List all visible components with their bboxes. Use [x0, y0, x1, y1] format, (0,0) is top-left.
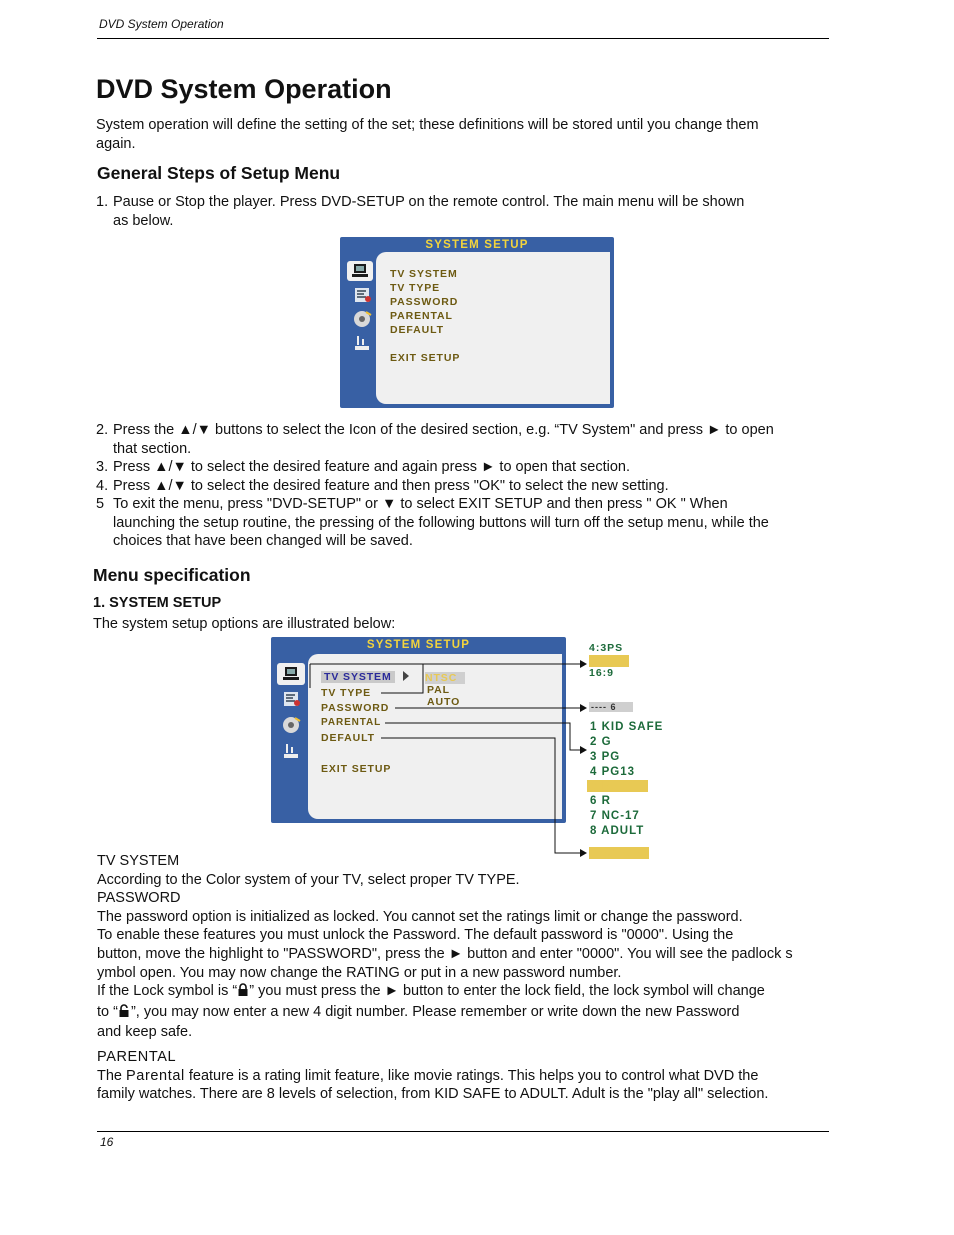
running-header: DVD System Operation [99, 17, 224, 31]
password-line: The password option is initialized as locked. You cannot set the ratings limit or change the password. [97, 908, 743, 925]
tv-system-label: TV SYSTEM [97, 853, 180, 869]
parental-line: family watches. There are 8 levels of selection, from KID SAFE to ADULT. Adult is the "play all" selection. [97, 1086, 769, 1103]
password-line: ymbol open. You may now change the RATING or put in a new password number. [97, 964, 622, 981]
step-number: 2. [96, 422, 109, 438]
password-field[interactable]: ---- 6 [589, 702, 633, 712]
lock-line [97, 1003, 793, 1024]
password-label: PASSWORD [97, 890, 181, 907]
step-number: 5 [96, 496, 105, 512]
menu-item-tv-type[interactable]: TV TYPE [390, 282, 441, 294]
option-ntsc[interactable]: NTSC [425, 672, 465, 684]
page-title: DVD System Operation [96, 74, 392, 104]
parental-level-5-selected[interactable]: 5 PG-R [587, 780, 648, 792]
parental-level-1[interactable]: 1 KID SAFE [590, 721, 664, 733]
option-pal[interactable]: PAL [427, 684, 450, 696]
tv-system-desc: According to the Color system of your TV, select proper TV TYPE. [97, 871, 520, 888]
step-line: launching the setup routine, the pressing of the following buttons will turn off the setup menu, while the [113, 514, 769, 531]
parental-text: feature is a rating limit feature, like movie ratings. This helps you to control what DVD the [184, 1067, 759, 1084]
menu-title: SYSTEM SETUP [366, 639, 471, 651]
padlock-closed-icon [237, 983, 249, 1003]
padlock-open-icon [118, 1004, 131, 1024]
lock-text: ” you must press the ► button to enter the lock field, the lock symbol will change [249, 983, 765, 1000]
menu-item-default[interactable]: DEFAULT [390, 324, 444, 336]
menu-item-exit-setup[interactable]: EXIT SETUP [390, 352, 461, 364]
lock-text: ”, you may now enter a new 4 digit number. Please remember or write down the new Password [130, 1003, 740, 1020]
system-setup-subheading: 1. SYSTEM SETUP [93, 595, 222, 611]
menu-title: SYSTEM SETUP [425, 239, 529, 251]
parental-level-4[interactable]: 4 PG13 [590, 766, 635, 778]
parental-word: Parental [126, 1067, 185, 1084]
menu-item-tv-type[interactable]: TV TYPE [321, 687, 372, 699]
parental-line [97, 1067, 793, 1086]
menu-item-default[interactable]: DEFAULT [321, 732, 375, 744]
option-16-9[interactable]: 16:9 [589, 667, 615, 679]
menu-item-tv-system-selected[interactable]: TV SYSTEM [321, 671, 395, 683]
menu-item-exit-setup[interactable]: EXIT SETUP [321, 763, 392, 775]
option-4-3lb[interactable]: 4:3LB [589, 655, 629, 667]
menu-item-password[interactable]: PASSWORD [390, 296, 459, 308]
step-number: 4. [96, 478, 109, 494]
step-line: Press ▲/▼ to select the desired feature and again press ► to open that section. [113, 459, 631, 475]
step-line: Pause or Stop the player. Press DVD-SETUP on the remote control. The main menu will be shown [113, 194, 745, 210]
step-number: 3. [96, 459, 109, 475]
lock-line [97, 982, 793, 1003]
step-line: choices that have been changed will be saved. [113, 533, 413, 550]
intro-line: System operation will define the setting of the set; these definitions will be stored until you change them [96, 117, 759, 133]
parental-text: The [97, 1067, 127, 1084]
intro-line: again. [96, 135, 136, 152]
step-line: To exit the menu, press "DVD-SETUP" or ▼ to select EXIT SETUP and then press " OK " When [113, 496, 728, 512]
lock-line: and keep safe. [97, 1024, 193, 1041]
step-line: Press ▲/▼ to select the desired feature and then press "OK" to select the new setting. [113, 478, 669, 494]
menu-item-password[interactable]: PASSWORD [321, 702, 390, 714]
parental-level-3[interactable]: 3 PG [590, 751, 621, 763]
menu-spec-heading: Menu specification [93, 565, 251, 585]
step-line: as below. [113, 212, 174, 229]
option-auto[interactable]: AUTO [427, 696, 461, 708]
system-setup-lead: The system setup options are illustrated below: [93, 616, 396, 632]
option-4-3ps[interactable]: 4:3PS [589, 642, 624, 654]
password-line: button, move the highlight to "PASSWORD", press the ► button and enter "0000". You will see the padlock s [97, 945, 793, 962]
parental-level-6[interactable]: 6 R [590, 795, 611, 807]
step-number: 1. [96, 194, 109, 210]
option-restore[interactable]: RESTORE [591, 847, 649, 859]
footer-rule [97, 1131, 829, 1132]
parental-level-7[interactable]: 7 NC-17 [590, 810, 640, 822]
step-line: Press the ▲/▼ buttons to select the Icon of the desired section, e.g. “TV System" and press ► to open [113, 422, 774, 438]
password-line: To enable these features you must unlock the Password. The default password is "0000". Using the [97, 927, 734, 944]
lock-text: to “ [97, 1003, 118, 1020]
menu-item-parental[interactable]: PARENTAL [390, 310, 453, 322]
parental-level-8[interactable]: 8 ADULT [590, 825, 645, 837]
parental-label: PARENTAL [97, 1048, 177, 1065]
menu-item-parental[interactable]: PARENTAL [321, 717, 382, 728]
general-steps-heading: General Steps of Setup Menu [97, 163, 341, 183]
lock-text: If the Lock symbol is “ [97, 983, 238, 1000]
body-text [97, 852, 793, 1104]
step-line: that section. [113, 440, 192, 457]
parental-level-2[interactable]: 2 G [590, 736, 612, 748]
menu-item-tv-system[interactable]: TV SYSTEM [390, 268, 458, 280]
page-number: 16 [100, 1135, 114, 1149]
